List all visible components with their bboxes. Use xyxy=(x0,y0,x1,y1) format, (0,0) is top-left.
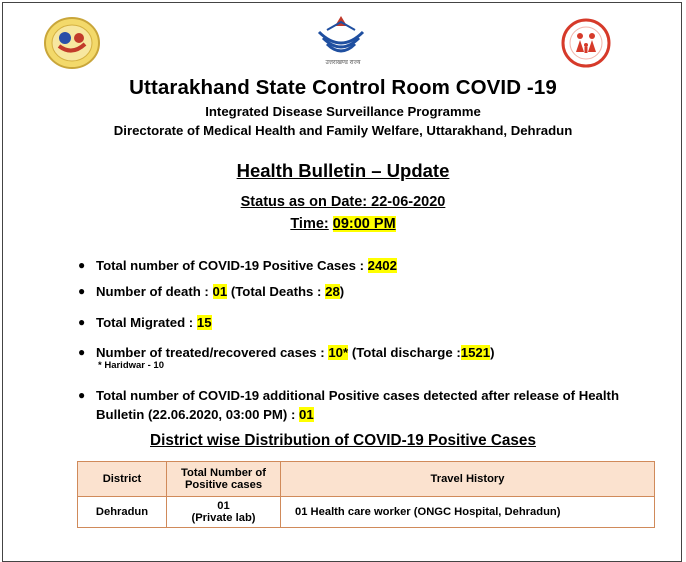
national-health-mission-logo-icon xyxy=(561,18,611,70)
status-date xyxy=(0,194,686,210)
stat-label: (Total discharge : xyxy=(348,345,461,360)
programme-subtitle: Integrated Disease Surveillance Programme xyxy=(205,104,481,119)
header-total-line1: Total Number of xyxy=(181,467,266,479)
stat-migrated xyxy=(78,313,212,332)
table-row xyxy=(78,497,655,528)
stat-label: Total number of COVID-19 additional Positive cases detected after release of Health Bulletin (22.06.2020, 03:00 PM) : xyxy=(96,388,620,422)
directorate-subtitle: Directorate of Medical Health and Family Welfare, Uttarakhand, Dehradun xyxy=(113,123,573,138)
bullet-icon: ● xyxy=(78,284,86,298)
time-label: Time: xyxy=(290,216,329,232)
cell-cases xyxy=(167,497,281,528)
stat-label: Number of death : xyxy=(96,284,213,299)
bullet-icon: ● xyxy=(78,388,86,402)
bullet-icon: ● xyxy=(78,345,86,359)
stat-deaths xyxy=(78,282,345,301)
state-emblem-icon xyxy=(43,16,101,70)
header-total-line2: Positive cases xyxy=(184,479,263,491)
status-date-text: Status as on Date: 22-06-2020 xyxy=(240,194,446,210)
stat-value: 01 xyxy=(299,407,314,422)
stat-value: 2402 xyxy=(367,258,397,273)
status-time xyxy=(0,216,686,232)
header-district: District xyxy=(78,462,167,497)
stat-label: ) xyxy=(339,284,345,299)
district-table-title-text: District wise Distribution of COVID-19 Positive Cases xyxy=(150,432,536,449)
stat-label: ) xyxy=(490,345,495,360)
bullet-icon: ● xyxy=(78,315,86,329)
bulletin-heading xyxy=(0,160,686,182)
page-title: Uttarakhand State Control Room COVID -19 xyxy=(129,76,557,99)
bulletin-heading-text: Health Bulletin – Update xyxy=(236,160,450,181)
center-logo-caption: उत्तराखण्ड राज्य xyxy=(325,60,361,66)
stat-value: 1521 xyxy=(460,345,491,360)
time-value: 09:00 PM xyxy=(332,216,396,232)
header-total-cases xyxy=(167,462,281,497)
bullet-icon: ● xyxy=(78,258,86,272)
table-header-row xyxy=(78,462,655,497)
district-table xyxy=(77,461,655,528)
stat-label: Total Migrated : xyxy=(96,315,197,330)
stat-value: 01 xyxy=(212,284,228,299)
cell-cases-note: (Private lab) xyxy=(191,512,256,524)
stat-additional xyxy=(78,386,656,424)
recovered-footnote: * Haridwar - 10 xyxy=(98,360,164,371)
cell-district: Dehradun xyxy=(78,497,167,528)
stat-value: 10* xyxy=(328,345,349,360)
cell-travel-history: 01 Health care worker (ONGC Hospital, Dehradun) xyxy=(281,497,655,528)
stat-total-positive xyxy=(78,256,397,275)
stat-label: (Total Deaths : xyxy=(227,284,326,299)
cell-cases-value: 01 xyxy=(217,500,230,512)
district-table-title xyxy=(0,432,686,450)
stat-label: Number of treated/recovered cases : xyxy=(96,345,329,360)
stat-value: 15 xyxy=(196,315,212,330)
header-travel-history: Travel History xyxy=(281,462,655,497)
stat-value: 28 xyxy=(325,284,340,299)
stat-label: Total number of COVID-19 Positive Cases : xyxy=(96,258,368,273)
